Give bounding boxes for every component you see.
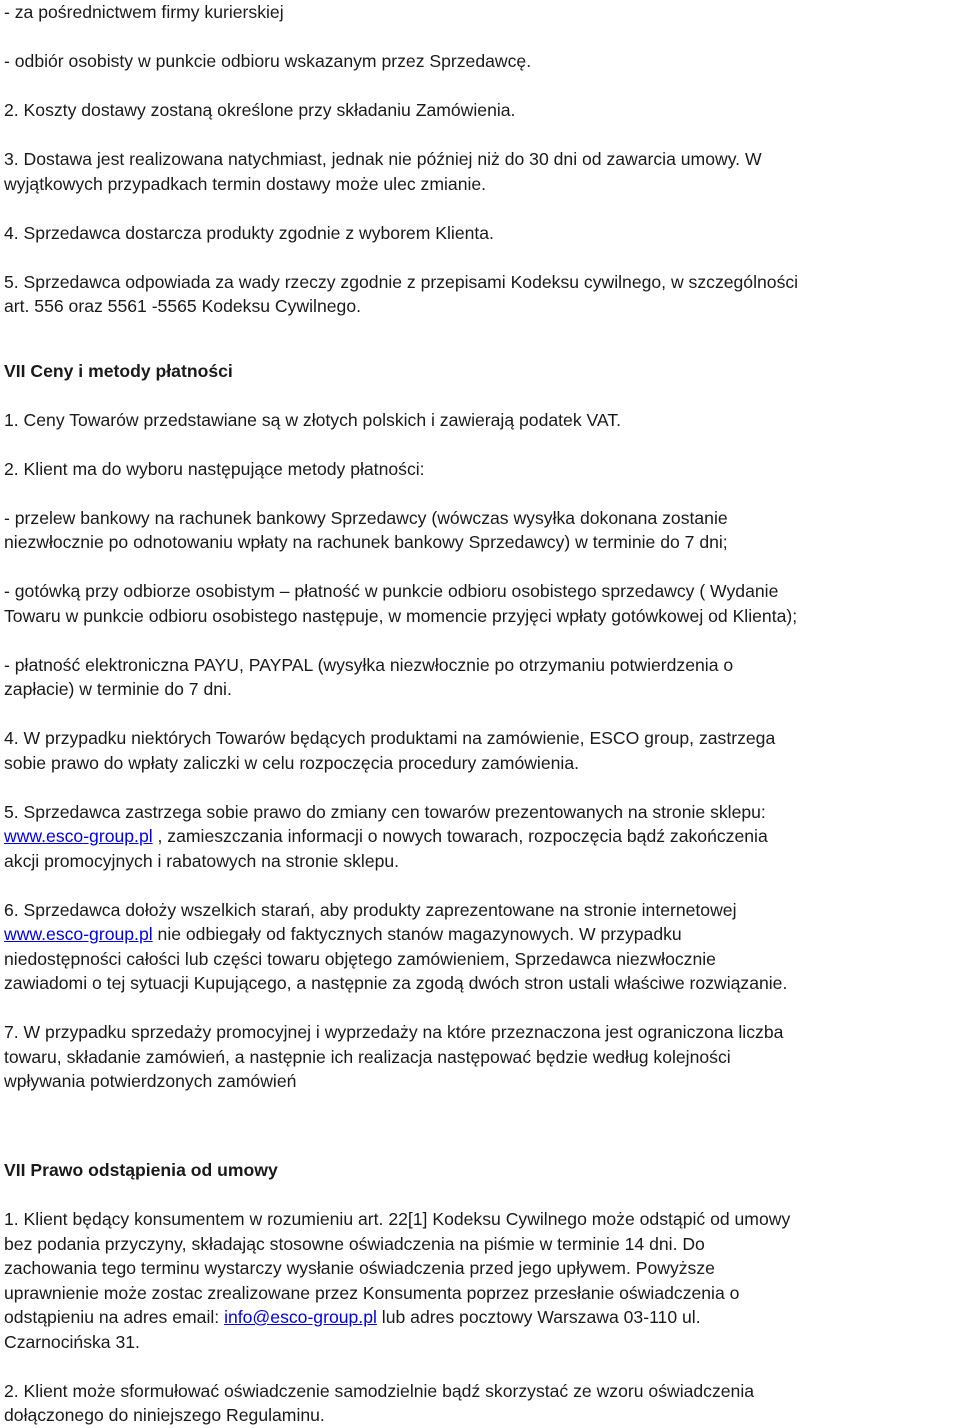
text-span: , zamieszczania informacji o nowych towarach, rozpoczęcia bądź zakończenia — [152, 826, 768, 846]
text-line: 5. Sprzedawca zastrzega sobie prawo do zmiany cen towarów prezentowanych na stronie sklepu: — [4, 801, 766, 822]
text-line: art. 556 oraz 5561 -5565 Kodeksu Cywilnego. — [4, 296, 361, 316]
text-line: dołączonego do niniejszego Regulaminu. — [4, 1405, 325, 1425]
text-line: 2. Klient ma do wyboru następujące metody płatności: — [4, 458, 425, 479]
text-line: wpływania potwierdzonych zamówień — [4, 1071, 297, 1091]
section-heading-prices: VII Ceny i metody płatności — [4, 360, 233, 381]
text-line: - odbiór osobisty w punkcie odbioru wskazanym przez Sprzedawcę. — [4, 51, 532, 71]
text-line: Towaru w punkcie odbioru osobistego następuje, w momencie przyjęci wpłaty gotówkowej od Klienta); — [4, 605, 798, 626]
text-line: 3. Dostawa jest realizowana natychmiast, jednak nie później niż do 30 dni od zawarcia umowy. W — [4, 149, 762, 169]
text-line: wyjątkowych przypadkach termin dostawy może ulec zmianie. — [4, 173, 487, 194]
text-line: Czarnocińska 31. — [4, 1331, 140, 1352]
text-line — [4, 824, 960, 849]
text-line: 2. Koszty dostawy zostaną określone przy składaniu Zamówienia. — [4, 100, 516, 120]
text-line: 1. Ceny Towarów przedstawiane są w złotych polskich i zawierają podatek VAT. — [4, 409, 622, 430]
text-line: akcji promocyjnych i rabatowych na stronie sklepu. — [4, 850, 400, 871]
text-line: zachowania tego terminu wystarczy wysłanie oświadczenia przed jego upływem. Powyższe — [4, 1258, 715, 1278]
text-line: 4. W przypadku niektórych Towarów będących produktami na zamówienie, ESCO group, zastrzega — [4, 728, 776, 748]
section-heading-withdrawal: VII Prawo odstąpienia od umowy — [4, 1160, 278, 1180]
text-line: sobie prawo do wpłaty zaliczki w celu rozpoczęcia procedury zamówienia. — [4, 752, 579, 773]
text-line — [4, 1305, 960, 1330]
text-line: 7. W przypadku sprzedaży promocyjnej i wyprzedaży na które przeznaczona jest ograniczona liczba — [4, 1022, 784, 1042]
text-line: zapłacie) w terminie do 7 dni. — [4, 679, 232, 699]
text-span: nie odbiegały od faktycznych stanów magazynowych. W przypadku — [152, 924, 682, 944]
text-line: 1. Klient będący konsumentem w rozumieniu art. 22[1] Kodeksu Cywilnego może odstąpić od umowy — [4, 1209, 791, 1229]
text-line: 6. Sprzedawca dołoży wszelkich starań, aby produkty zaprezentowane na stronie internetowej — [4, 899, 737, 920]
text-line: uprawnienie może zostac zrealizowane przez Konsumenta poprzez przesłanie oświadczenia o — [4, 1282, 740, 1303]
text-line — [4, 922, 960, 947]
text-line: towaru, składanie zamówień, a następnie ich realizacja następować będzie według kolejności — [4, 1046, 731, 1067]
text-line: niedostępności całości lub części towaru objętego zamówieniem, Sprzedawca niezwłocznie — [4, 948, 716, 969]
text-line: niezwłocznie po odnotowaniu wpłaty na rachunek bankowy Sprzedawcy) w terminie do 7 dni; — [4, 532, 728, 552]
text-line: 5. Sprzedawca odpowiada za wady rzeczy zgodnie z przepisami Kodeksu cywilnego, w szczególności — [4, 271, 799, 292]
text-line: - gotówką przy odbiorze osobistym – płatność w punkcie odbioru osobistego sprzedawcy ( Wydanie — [4, 581, 779, 601]
text-line: bez podania przyczyny, składając stosowne oświadczenia na piśmie w terminie 14 dni. Do — [4, 1233, 705, 1254]
email-link[interactable]: info@esco-group.pl — [224, 1307, 377, 1327]
text-line: - przelew bankowy na rachunek bankowy Sprzedawcy (wówczas wysyłka dokonana zostanie — [4, 507, 728, 528]
text-line: - za pośrednictwem firmy kurierskiej — [4, 2, 284, 22]
text-line: - płatność elektroniczna PAYU, PAYPAL (wysyłka niezwłocznie po otrzymaniu potwierdzenia o — [4, 654, 734, 675]
text-line: 2. Klient może sformułować oświadczenie samodzielnie bądź skorzystać ze wzoru oświadczenia — [4, 1380, 755, 1401]
shop-link[interactable]: www.esco-group.pl — [4, 924, 153, 944]
text-line: zawiadomi o tej sytuacji Kupującego, a następnie za zgodą dwóch stron ustali właściwe rozwiązanie. — [4, 973, 788, 993]
text-span: odstąpieniu na adres email: — [4, 1307, 225, 1327]
shop-link[interactable]: www.esco-group.pl — [4, 826, 153, 846]
text-span: lub adres pocztowy Warszawa 03-110 ul. — [376, 1307, 701, 1327]
text-line: 4. Sprzedawca dostarcza produkty zgodnie z wyborem Klienta. — [4, 222, 494, 243]
